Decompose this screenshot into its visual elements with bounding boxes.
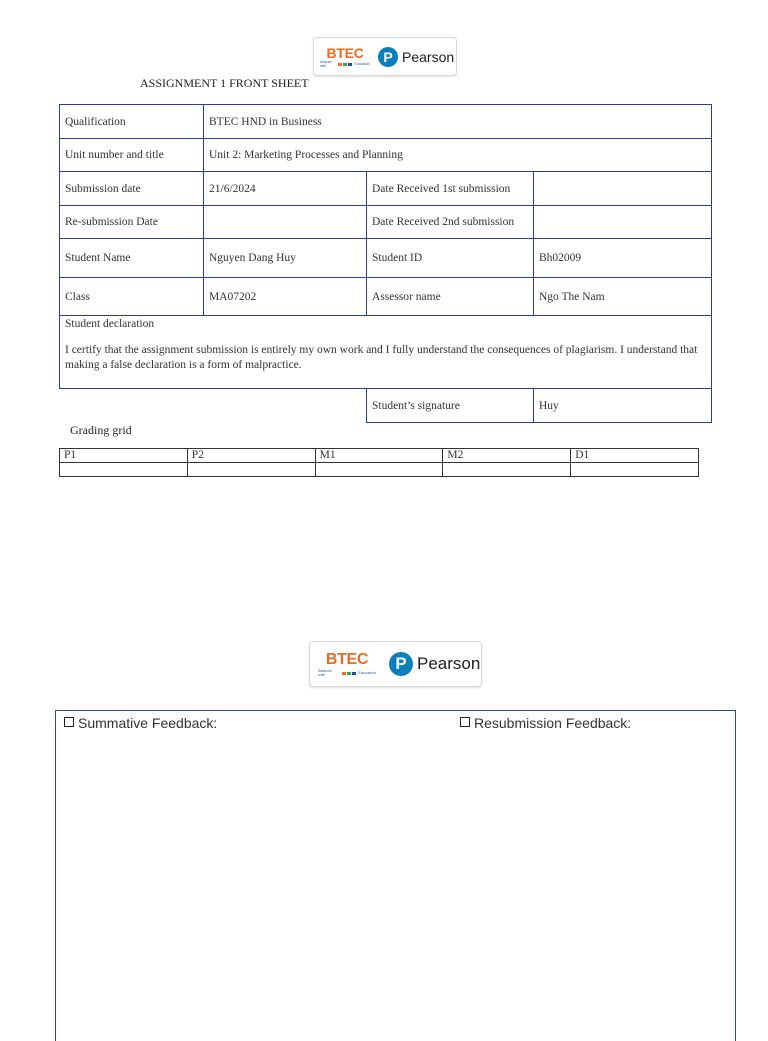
grade-header-m1: M1	[315, 449, 443, 463]
btec-pearson-logo-2	[309, 641, 482, 687]
summative-feedback-label: Summative Feedback:	[78, 715, 218, 731]
table-row	[60, 105, 712, 139]
table-row	[60, 172, 712, 206]
resubmission-checkbox-icon[interactable]	[460, 717, 470, 727]
grade-header-d1: D1	[571, 449, 699, 463]
student-id-value: Bh02009	[534, 239, 712, 278]
date-received-1-label: Date Received 1st submission	[367, 172, 534, 206]
pearson-wordmark: Pearson	[402, 48, 455, 65]
pearson-logo	[378, 47, 454, 67]
assessor-value: Ngo The Nam	[534, 278, 712, 316]
pearson-p-icon: P	[389, 652, 413, 676]
signature-label: Student’s signature	[367, 389, 534, 423]
summative-checkbox-icon[interactable]	[64, 717, 74, 727]
resubmission-feedback-option[interactable]	[460, 715, 631, 731]
grade-header-p1: P1	[60, 449, 188, 463]
qualification-value: BTEC HND in Business	[204, 105, 712, 139]
student-name-value: Nguyen Dang Huy	[204, 239, 367, 278]
resubmission-date-label: Re-submission Date	[60, 206, 204, 239]
qualification-label: Qualification	[60, 105, 204, 139]
declaration-heading: Student declaration	[65, 318, 155, 330]
btec-logo	[320, 45, 370, 68]
grade-value-m1[interactable]	[315, 463, 443, 477]
grade-value-p2[interactable]	[187, 463, 315, 477]
grade-header-m2: M2	[443, 449, 571, 463]
grading-grid-table	[59, 448, 699, 477]
btec-wordmark: BTEC	[326, 45, 364, 61]
fpt-logo-icon	[338, 63, 352, 66]
submission-date-value: 21/6/2024	[204, 172, 367, 206]
table-row	[60, 389, 712, 423]
table-row	[60, 239, 712, 278]
sheet-title: ASSIGNMENT 1 FRONT SHEET	[140, 76, 309, 90]
table-row	[60, 278, 712, 316]
resubmission-date-value	[204, 206, 367, 239]
btec-wordmark: BTEC	[325, 651, 369, 668]
unit-value: Unit 2: Marketing Processes and Planning	[204, 139, 712, 172]
date-received-2-label: Date Received 2nd submission	[367, 206, 534, 239]
class-value: MA07202	[204, 278, 367, 316]
grade-value-p1[interactable]	[60, 463, 188, 477]
grade-header-row	[60, 449, 699, 463]
unit-label: Unit number and title	[60, 139, 204, 172]
grade-header-p2: P2	[187, 449, 315, 463]
student-id-label: Student ID	[367, 239, 534, 278]
grade-value-row	[60, 463, 699, 477]
resubmission-feedback-label: Resubmission Feedback:	[474, 715, 632, 731]
date-received-2-value	[534, 206, 712, 239]
assessor-label: Assessor name	[367, 278, 534, 316]
student-name-label: Student Name	[60, 239, 204, 278]
btec-tagline: Alliance with Education	[320, 60, 370, 68]
table-row	[60, 206, 712, 239]
date-received-1-value	[534, 172, 712, 206]
pearson-wordmark: Pearson	[417, 654, 481, 673]
pearson-logo	[389, 652, 480, 676]
blank-cell	[60, 389, 367, 423]
btec-pearson-logo	[313, 37, 457, 76]
grading-grid-label: Grading grid	[70, 423, 132, 437]
grade-value-d1[interactable]	[571, 463, 699, 477]
btec-logo	[318, 651, 376, 677]
student-declaration	[60, 316, 712, 389]
submission-date-label: Submission date	[60, 172, 204, 206]
class-label: Class	[60, 278, 204, 316]
grade-value-m2[interactable]	[443, 463, 571, 477]
pearson-p-icon: P	[378, 47, 398, 67]
btec-tagline: Alliance with Education	[318, 668, 376, 677]
declaration-text: I certify that the assignment submission is entirely my own work and I fully understand the consequences of plagiarism. I understand that making a false declaration is a form of malpractice.	[65, 344, 698, 371]
assignment-info-table	[59, 104, 712, 423]
table-row	[60, 316, 712, 389]
fpt-logo-icon	[342, 672, 356, 675]
table-row	[60, 139, 712, 172]
signature-value: Huy	[534, 389, 712, 423]
feedback-box	[55, 710, 736, 1041]
summative-feedback-option[interactable]	[64, 715, 217, 731]
